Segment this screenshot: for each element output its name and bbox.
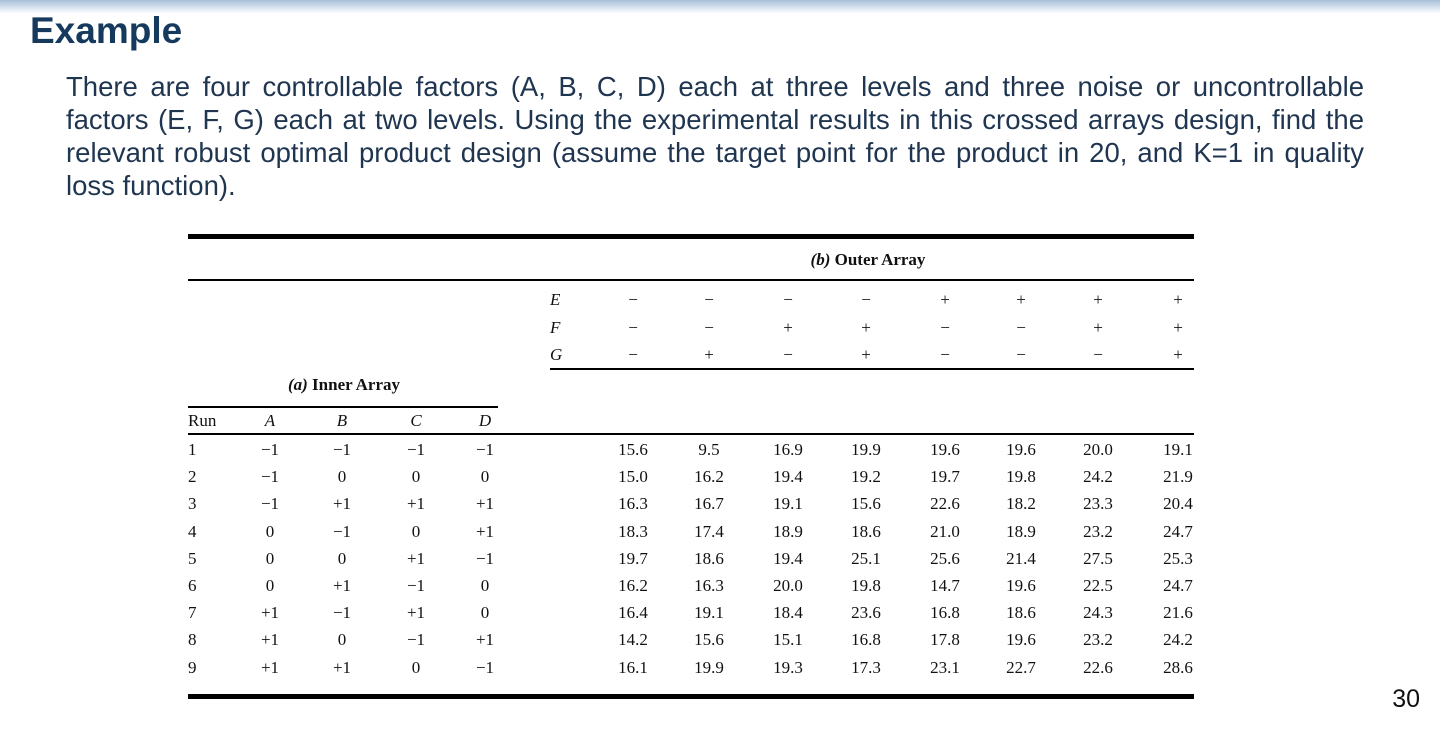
factor-level-cell: −1 <box>475 657 495 677</box>
factor-level-cell: −1 <box>332 521 352 541</box>
factor-level-cell: +1 <box>475 494 495 514</box>
result-cell: 16.7 <box>694 494 724 514</box>
run-number: 1 <box>188 440 197 459</box>
outer-factor-level: − <box>940 345 950 364</box>
result-cell: 19.2 <box>851 467 881 487</box>
outer-factor-level: + <box>1173 345 1183 364</box>
outer-factor-level: + <box>1173 290 1183 309</box>
result-cell: 25.6 <box>930 548 960 568</box>
factor-level-cell: 0 <box>265 548 275 568</box>
table-top-rule <box>188 234 1194 239</box>
outer-factors-rule <box>550 368 1194 370</box>
result-cell: 19.6 <box>930 440 960 459</box>
factor-level-cell: +1 <box>332 494 352 514</box>
column-header-rule <box>188 433 1194 435</box>
inner-array-caption-letter: (a) <box>287 375 308 394</box>
result-cell: 18.9 <box>773 521 803 541</box>
result-cell: 19.7 <box>618 548 648 568</box>
result-cell: 19.6 <box>1006 576 1036 595</box>
result-cell: 21.6 <box>1163 603 1193 623</box>
factor-level-cell: +1 <box>406 603 426 623</box>
result-cell: 16.1 <box>618 657 648 677</box>
slide-title: Example <box>30 10 183 51</box>
factor-level-cell: +1 <box>260 657 280 677</box>
inner-caption-rule <box>188 406 498 408</box>
result-cell: 21.9 <box>1163 467 1193 487</box>
outer-factor-label: G <box>550 345 563 364</box>
result-cell: 18.9 <box>1006 521 1036 541</box>
result-cell: 18.6 <box>694 548 724 568</box>
result-cell: 23.2 <box>1083 521 1113 541</box>
outer-factor-level: − <box>1016 318 1026 337</box>
outer-factor-level: − <box>704 318 714 337</box>
factor-level-cell: +1 <box>260 603 280 623</box>
outer-factor-level: − <box>861 290 871 309</box>
factor-level-cell: +1 <box>332 657 352 677</box>
result-cell: 24.7 <box>1163 576 1193 595</box>
result-cell: 19.8 <box>1006 467 1036 487</box>
run-number: 8 <box>188 630 197 650</box>
result-cell: 15.1 <box>773 630 803 650</box>
factor-level-cell: +1 <box>475 521 495 541</box>
result-cell: 19.4 <box>773 548 803 568</box>
run-number: 3 <box>188 494 197 514</box>
result-cell: 16.9 <box>773 440 803 459</box>
result-cell: 24.3 <box>1083 603 1113 623</box>
result-cell: 19.6 <box>1006 630 1036 650</box>
result-cell: 17.3 <box>851 657 881 677</box>
result-cell: 22.5 <box>1083 576 1113 595</box>
problem-statement: There are four controllable factors (A, B, C, D) each at three levels and three noise or uncontrollable factors (E, F, G) each at two levels. Using the experimental results in this crossed arrays design, find the relevant robust optimal product design (assume the target point for the product in 20, and K=1 in quality loss function). <box>66 71 1364 201</box>
outer-factor-level: − <box>628 318 638 337</box>
result-cell: 23.6 <box>851 603 881 623</box>
result-cell: 16.4 <box>618 603 648 623</box>
result-cell: 21.4 <box>1006 548 1036 568</box>
result-cell: 9.5 <box>698 440 720 459</box>
result-cell: 15.6 <box>851 494 881 514</box>
factor-level-cell: 0 <box>337 467 347 487</box>
factor-level-cell: −1 <box>332 440 352 459</box>
run-number: 7 <box>188 603 197 623</box>
result-cell: 24.7 <box>1163 521 1193 541</box>
result-cell: 24.2 <box>1083 467 1113 487</box>
outer-caption-rule <box>188 279 1194 281</box>
result-cell: 18.4 <box>773 603 803 623</box>
crossed-array-table <box>188 234 1194 700</box>
page-number: 30 <box>1392 685 1420 713</box>
result-cell: 15.6 <box>694 630 724 650</box>
factor-level-cell: +1 <box>260 630 280 650</box>
factor-level-cell: −1 <box>475 548 495 568</box>
result-cell: 17.8 <box>930 630 960 650</box>
result-cell: 18.3 <box>618 521 648 541</box>
factor-level-cell: +1 <box>475 630 495 650</box>
result-cell: 18.6 <box>851 521 881 541</box>
result-cell: 15.0 <box>618 467 648 487</box>
result-cell: 20.0 <box>773 576 803 595</box>
factor-level-cell: −1 <box>332 603 352 623</box>
inner-array-caption <box>288 375 400 395</box>
outer-factor-level: + <box>1173 318 1183 337</box>
result-cell: 19.1 <box>773 494 803 514</box>
result-cell: 19.7 <box>930 467 960 487</box>
outer-array-caption-letter: (b) <box>810 250 831 269</box>
outer-factor-level: + <box>1016 290 1026 309</box>
result-cell: 14.2 <box>618 630 648 650</box>
outer-factor-level: − <box>704 290 714 309</box>
result-cell: 16.3 <box>618 494 648 514</box>
outer-factor-level: − <box>783 290 793 309</box>
result-cell: 22.6 <box>930 494 960 514</box>
factor-level-cell: 0 <box>337 630 347 650</box>
outer-factor-level: + <box>1093 318 1103 337</box>
result-cell: 18.2 <box>1006 494 1036 514</box>
outer-factor-level: + <box>940 290 950 309</box>
outer-factor-level: + <box>861 318 871 337</box>
result-cell: 25.1 <box>851 548 881 568</box>
result-cell: 16.8 <box>851 630 881 650</box>
result-cell: 19.1 <box>694 603 724 623</box>
result-cell: 16.8 <box>930 603 960 623</box>
table-bottom-rule <box>188 694 1194 699</box>
outer-factor-level: + <box>1093 290 1103 309</box>
run-column-header: Run <box>188 411 217 430</box>
factor-level-cell: 0 <box>337 548 347 568</box>
outer-factor-level: + <box>861 345 871 364</box>
result-cell: 19.4 <box>773 467 803 487</box>
factor-level-cell: −1 <box>260 467 280 487</box>
outer-factor-label: F <box>550 318 561 337</box>
factor-level-cell: 0 <box>265 521 275 541</box>
outer-factor-level: − <box>1093 345 1103 364</box>
result-cell: 19.9 <box>851 440 881 459</box>
outer-factor-level: − <box>940 318 950 337</box>
result-cell: 23.2 <box>1083 630 1113 650</box>
result-cell: 22.6 <box>1083 657 1113 677</box>
result-cell: 21.0 <box>930 521 960 541</box>
run-number: 9 <box>188 657 197 677</box>
outer-factor-level: − <box>628 345 638 364</box>
run-number: 5 <box>188 548 197 568</box>
result-cell: 20.0 <box>1083 440 1113 459</box>
factor-level-cell: −1 <box>406 576 426 595</box>
result-cell: 19.1 <box>1163 440 1193 459</box>
result-cell: 19.8 <box>851 576 881 595</box>
result-cell: 15.6 <box>618 440 648 459</box>
factor-level-cell: 0 <box>411 467 421 487</box>
header-band <box>0 0 1440 14</box>
result-cell: 25.3 <box>1163 548 1193 568</box>
run-number: 4 <box>188 521 197 541</box>
factor-level-cell: +1 <box>406 548 426 568</box>
result-cell: 28.6 <box>1163 657 1193 677</box>
factor-level-cell: +1 <box>332 576 352 595</box>
factor-level-cell: −1 <box>260 494 280 514</box>
factor-column-header: D <box>478 411 492 430</box>
factor-level-cell: 0 <box>480 467 490 487</box>
result-cell: 17.4 <box>694 521 724 541</box>
result-cell: 19.3 <box>773 657 803 677</box>
factor-level-cell: +1 <box>406 494 426 514</box>
outer-factor-label: E <box>550 290 561 309</box>
result-cell: 16.3 <box>694 576 724 595</box>
outer-factor-level: − <box>628 290 638 309</box>
factor-level-cell: −1 <box>260 440 280 459</box>
result-cell: 27.5 <box>1083 548 1113 568</box>
factor-column-header: C <box>410 411 422 430</box>
result-cell: 24.2 <box>1163 630 1193 650</box>
factor-level-cell: 0 <box>411 657 421 677</box>
factor-level-cell: −1 <box>406 440 426 459</box>
outer-factor-level: + <box>783 318 793 337</box>
result-cell: 19.9 <box>694 657 724 677</box>
result-cell: 19.6 <box>1006 440 1036 459</box>
factor-column-header: A <box>264 411 276 430</box>
factor-level-cell: 0 <box>480 576 490 595</box>
outer-array-caption <box>811 250 926 270</box>
outer-factor-level: − <box>1016 345 1026 364</box>
result-cell: 23.1 <box>930 657 960 677</box>
run-number: 6 <box>188 576 197 595</box>
result-cell: 16.2 <box>618 576 648 595</box>
factor-level-cell: 0 <box>265 576 275 595</box>
result-cell: 16.2 <box>694 467 724 487</box>
result-cell: 20.4 <box>1163 494 1193 514</box>
result-cell: 18.6 <box>1006 603 1036 623</box>
result-cell: 22.7 <box>1006 657 1036 677</box>
factor-level-cell: −1 <box>406 630 426 650</box>
result-cell: 14.7 <box>930 576 960 595</box>
outer-factor-level: + <box>704 345 714 364</box>
run-number: 2 <box>188 467 197 487</box>
inner-array-caption-text: Inner Array <box>312 375 401 394</box>
factor-level-cell: 0 <box>411 521 421 541</box>
factor-level-cell: −1 <box>475 440 495 459</box>
result-cell: 23.3 <box>1083 494 1113 514</box>
outer-array-caption-text: Outer Array <box>834 250 926 269</box>
factor-column-header: B <box>336 411 348 430</box>
factor-level-cell: 0 <box>480 603 490 623</box>
outer-factor-level: − <box>783 345 793 364</box>
